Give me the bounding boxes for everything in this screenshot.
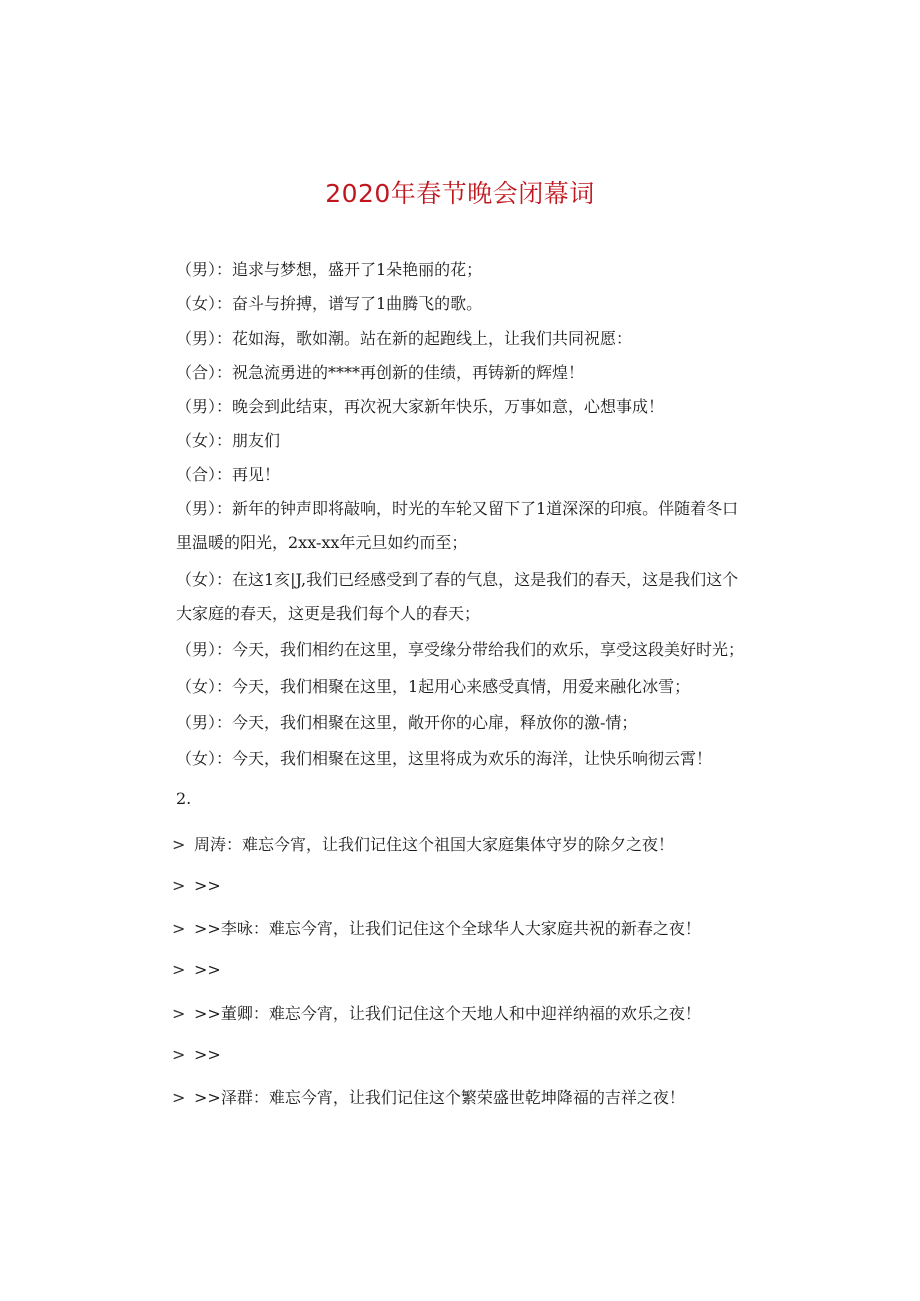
quote-text: >>李咏：难忘今宵，让我们记住这个全球华人大家庭共祝的新春之夜！ (194, 919, 701, 938)
quote-text: >>泽群：难忘今宵，让我们记住这个繁荣盛世乾坤降福的吉祥之夜！ (194, 1088, 685, 1107)
quote-line-3 (172, 919, 701, 939)
quote-marker-icon: > (172, 835, 186, 854)
quote-marker-icon: > (172, 1045, 186, 1064)
dialogue-line-1: （男）：追求与梦想，盛开了1朵艳丽的花； (176, 260, 483, 279)
quote-line-7 (172, 1088, 685, 1108)
dialogue2-line-3: （男）：今天，我们相聚在这里，敞开你的心扉，释放你的激-情； (176, 713, 638, 732)
quote-text: >>董卿：难忘今宵，让我们记住这个天地人和中迎祥纳福的欢乐之夜！ (194, 1004, 701, 1023)
dialogue2-line-2: （女）：今天，我们相聚在这里，1起用心来感受真情，用爱来融化冰雪； (176, 677, 691, 696)
quote-text: >> (194, 960, 221, 979)
quote-text: >> (194, 1045, 221, 1064)
quote-line-1 (172, 835, 674, 855)
quote-line-4 (172, 960, 221, 980)
quote-line-6 (172, 1045, 221, 1065)
quote-line-5 (172, 1004, 701, 1024)
quote-marker-icon: > (172, 876, 186, 895)
dialogue-line-5: （男）：晚会到此结束，再次祝大家新年快乐，万事如意，心想事成！ (176, 397, 665, 416)
quote-marker-icon: > (172, 1004, 186, 1023)
dialogue2-line-4: （女）：今天，我们相聚在这里，这里将成为欢乐的海洋，让快乐响彻云霄！ (176, 749, 713, 768)
paragraph-2-line-2: 大家庭的春天，这更是我们每个人的春天； (176, 604, 481, 623)
quote-marker-icon: > (172, 960, 186, 979)
section-number: 2. (176, 789, 192, 808)
dialogue-line-6: （女）：朋友们 (176, 431, 281, 450)
dialogue-line-3: （男）：花如海，歌如潮。站在新的起跑线上，让我们共同祝愿： (176, 329, 633, 348)
paragraph-1-line-1: （男）：新年的钟声即将敲响，时光的车轮又留下了1道深深的印痕。伴随着冬口 (176, 499, 739, 518)
document-title: 2020年春节晚会闭幕词 (325, 179, 595, 208)
quote-marker-icon: > (172, 1088, 186, 1107)
paragraph-2-line-1: （女）：在这1亥|J,我们已经感受到了春的气息，这是我们的春天，这是我们这个 (176, 570, 739, 589)
quote-text: 周涛：难忘今宵，让我们记住这个祖国大家庭集体守岁的除夕之夜！ (194, 835, 675, 854)
dialogue-line-4: （合）：祝急流勇进的****再创新的佳绩，再铸新的辉煌！ (176, 363, 585, 382)
quote-marker-icon: > (172, 919, 186, 938)
dialogue-line-2: （女）：奋斗与拚搏，谱写了1曲腾飞的歌。 (176, 294, 483, 313)
quote-line-2 (172, 876, 221, 896)
quote-text: >> (194, 876, 221, 895)
dialogue2-line-1: （男）：今天，我们相约在这里，享受缘分带给我们的欢乐，享受这段美好时光； (176, 640, 745, 659)
paragraph-1-line-2: 里温暖的阳光，2xx-xx年元旦如约而至； (176, 533, 468, 552)
dialogue-line-7: （合）：再见！ (176, 465, 281, 484)
